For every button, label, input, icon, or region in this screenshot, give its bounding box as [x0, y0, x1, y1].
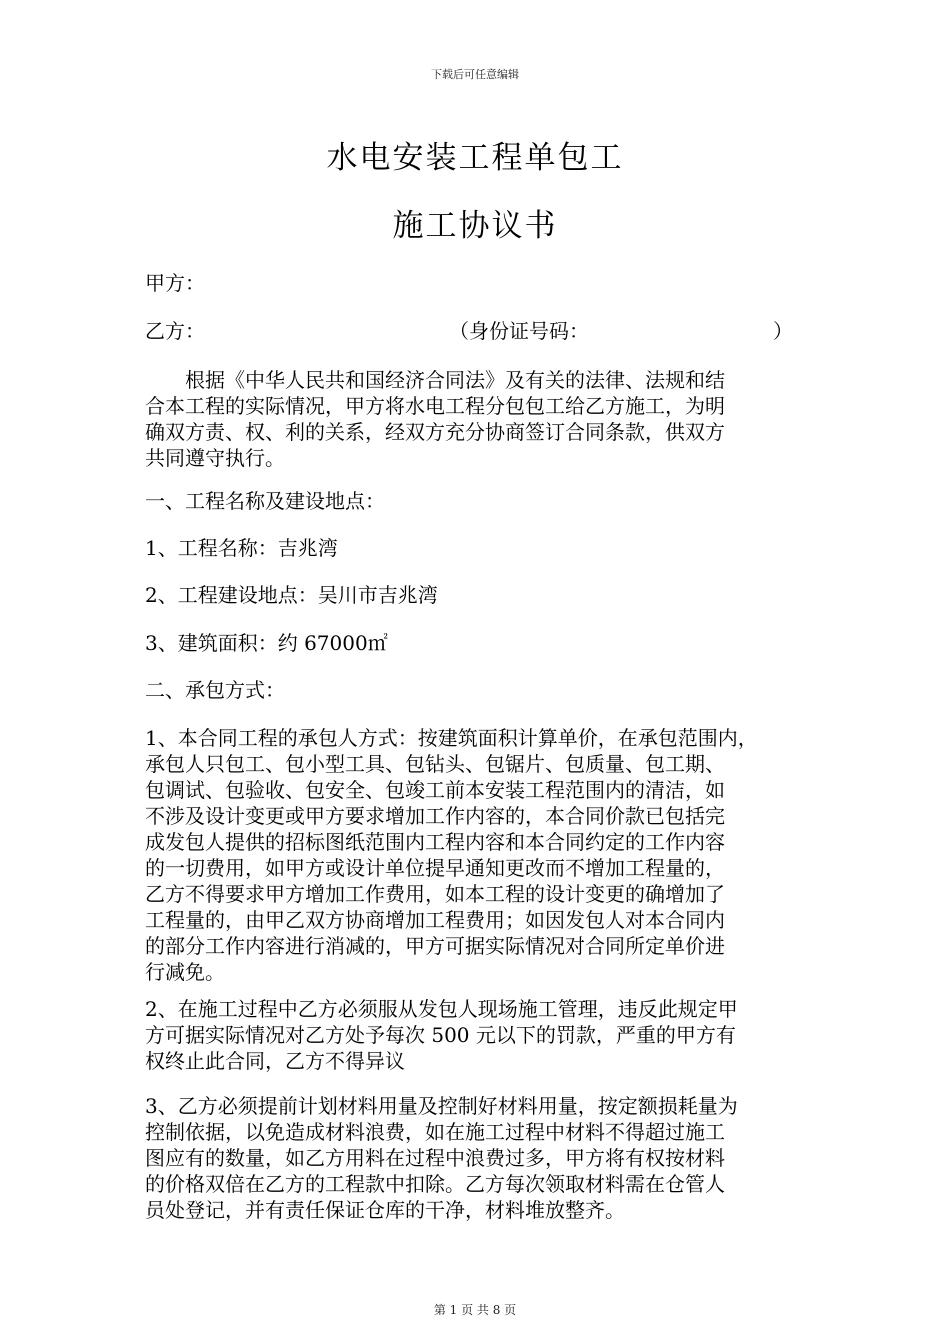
clause-line: 工程量的，由甲乙双方协商增加工程费用；如因发包人对本合同内 [145, 908, 725, 932]
document-title-line1: 水电安装工程单包工 [326, 140, 624, 176]
clause-line: 图应有的数量，如乙方用料在过程中浪费过多，甲方将有权按材料 [145, 1146, 725, 1170]
building-area: 3、建筑面积：约 67000㎡ [145, 631, 388, 655]
clause-line: 的价格双倍在乙方的工程款中扣除。乙方每次领取材料需在仓管人 [145, 1172, 725, 1196]
intro-line: 合本工程的实际情况，甲方将水电工程分包包工给乙方施工，为明 [145, 394, 725, 418]
header-note: 下载后可任意编辑 [431, 68, 519, 81]
project-location: 2、工程建设地点：吴川市吉兆湾 [145, 583, 438, 607]
id-number-label: （身份证号码： [449, 319, 589, 343]
id-number-close: ） [773, 319, 793, 343]
document-title-line2: 施工协议书 [392, 208, 558, 244]
intro-line: 共同遵守执行。 [145, 446, 285, 470]
section2-heading: 二、承包方式： [145, 678, 285, 702]
clause-line: 3、乙方必须提前计划材料用量及控制好材料用量，按定额损耗量为 [145, 1094, 738, 1118]
clause-1 [145, 725, 820, 985]
clause-2 [145, 996, 820, 1074]
clause-line: 员处登记，并有责任保证仓库的干净，材料堆放整齐。 [145, 1198, 625, 1222]
clause-line: 承包人只包工、包小型工具、包钻头、包锯片、包质量、包工期、 [145, 752, 725, 776]
clause-line: 2、在施工过程中乙方必须服从发包人现场施工管理，违反此规定甲 [145, 997, 738, 1021]
clause-3 [145, 1093, 820, 1223]
page-footer: 第 1 页 共 8 页 [433, 1303, 517, 1317]
clause-line: 权终止此合同，乙方不得异议 [145, 1049, 405, 1073]
intro-paragraph [145, 367, 820, 471]
section1-heading: 一、工程名称及建设地点： [145, 489, 385, 513]
clause-line: 不涉及设计变更或甲方要求增加工作内容的，本合同价款已包括完 [145, 804, 725, 828]
clause-line: 1、本合同工程的承包人方式：按建筑面积计算单价，在承包范围内， [145, 726, 758, 750]
party-a-label: 甲方： [145, 271, 205, 295]
intro-line: 确双方责、权、利的关系，经双方充分协商签订合同条款，供双方 [145, 420, 725, 444]
clause-line: 方可据实际情况对乙方处予每次 500 元以下的罚款，严重的甲方有 [145, 1023, 736, 1047]
intro-line: 根据《中华人民共和国经济合同法》及有关的法律、法规和结 [145, 368, 725, 392]
party-b-label: 乙方： [145, 319, 205, 343]
project-name: 1、工程名称：吉兆湾 [145, 536, 338, 560]
clause-line: 包调试、包验收、包安全、包竣工前本安装工程范围内的清洁，如 [145, 778, 725, 802]
clause-line: 的部分工作内容进行消减的，甲方可据实际情况对合同所定单价进 [145, 934, 725, 958]
clause-line: 控制依据，以免造成材料浪费，如在施工过程中材料不得超过施工 [145, 1120, 725, 1144]
clause-line: 的一切费用，如甲方或设计单位提早通知更改而不增加工程量的， [145, 856, 725, 880]
clause-line: 乙方不得要求甲方增加工作费用，如本工程的设计变更的确增加了 [145, 882, 725, 906]
clause-line: 行减免。 [145, 960, 225, 984]
clause-line: 成发包人提供的招标图纸范围内工程内容和本合同约定的工作内容 [145, 830, 725, 854]
